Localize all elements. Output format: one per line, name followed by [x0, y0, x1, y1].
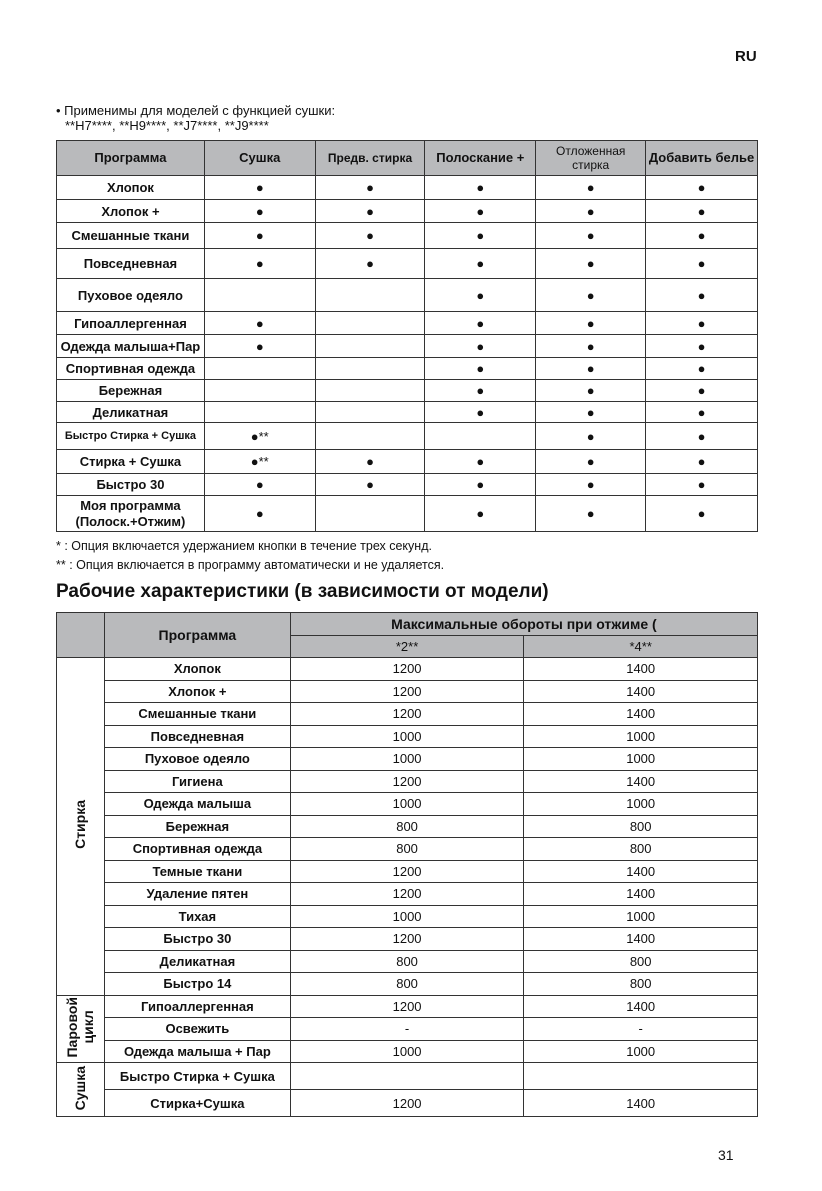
- spin-value: 1200: [290, 1090, 524, 1117]
- page-number: 31: [718, 1147, 734, 1163]
- option-cell: [315, 312, 425, 335]
- option-cell: [315, 358, 425, 380]
- table-row: [57, 1063, 758, 1090]
- table-row: [57, 402, 758, 423]
- spin-value: 800: [290, 815, 524, 838]
- program-name: Гипоаллергенная: [57, 312, 205, 335]
- program-name: Спортивная одежда: [104, 838, 290, 861]
- program-name: Стирка + Сушка: [57, 450, 205, 474]
- col-model-2: *2**: [290, 635, 524, 658]
- program-name: Пуховое одеяло: [57, 279, 205, 312]
- option-cell: ●: [425, 312, 536, 335]
- table-row: [57, 176, 758, 200]
- spin-value: 1400: [524, 995, 758, 1018]
- program-name: Хлопок +: [104, 680, 290, 703]
- option-cell: ●: [536, 474, 646, 496]
- spin-value: 1000: [290, 1040, 524, 1063]
- spin-value: 1000: [524, 793, 758, 816]
- program-name: Быстро Стирка + Сушка: [57, 423, 205, 450]
- option-cell: ●: [536, 312, 646, 335]
- spin-value: -: [290, 1018, 524, 1041]
- option-cell: [204, 402, 315, 423]
- group-label: Сушка: [72, 1065, 89, 1111]
- option-cell: ●: [646, 423, 758, 450]
- note-line-1: • Применимы для моделей с функцией сушки:: [56, 103, 336, 118]
- option-cell: [315, 380, 425, 402]
- spin-value: 1400: [524, 680, 758, 703]
- footnote-1: * : Опция включается удержанием кнопки в течение трех секунд.: [56, 539, 432, 553]
- option-cell: ●: [315, 176, 425, 200]
- col-add-laundry: Добавить белье: [646, 141, 758, 176]
- spin-value: 800: [524, 838, 758, 861]
- option-cell: ●: [315, 223, 425, 249]
- table-row: [57, 223, 758, 249]
- spin-value: 800: [524, 950, 758, 973]
- option-cell: ●: [646, 496, 758, 532]
- table-row: [57, 249, 758, 279]
- program-name: Пуховое одеяло: [104, 748, 290, 771]
- program-name: Повседневная: [57, 249, 205, 279]
- spin-value: 1400: [524, 703, 758, 726]
- col-model-4: *4**: [524, 635, 758, 658]
- spin-speed-table: [56, 612, 758, 1117]
- spin-value: 1400: [524, 883, 758, 906]
- footnote-2: ** : Опция включается в программу автоматически и не удаляется.: [56, 558, 445, 572]
- option-cell: ●: [425, 402, 536, 423]
- program-name: Хлопок: [57, 176, 205, 200]
- option-cell: [204, 380, 315, 402]
- spin-value: 1000: [290, 793, 524, 816]
- table-row: [57, 279, 758, 312]
- spin-value: 1000: [524, 905, 758, 928]
- option-cell: ●: [425, 249, 536, 279]
- col-drying: Сушка: [204, 141, 315, 176]
- program-name: Бережная: [57, 380, 205, 402]
- table-row: [57, 928, 758, 951]
- option-cell: ●: [646, 380, 758, 402]
- option-cell: ●: [204, 474, 315, 496]
- spin-value: 1000: [290, 748, 524, 771]
- program-name: Одежда малыша: [104, 793, 290, 816]
- table-row: [57, 748, 758, 771]
- spin-value: 800: [290, 973, 524, 996]
- col-program: Программа: [104, 613, 290, 658]
- spin-value: 1400: [524, 860, 758, 883]
- option-cell: ●**: [204, 450, 315, 474]
- table-row: [57, 815, 758, 838]
- spin-value: 1200: [290, 883, 524, 906]
- option-cell: ●: [536, 380, 646, 402]
- option-cell: ●: [425, 358, 536, 380]
- spin-value: [290, 1063, 524, 1090]
- program-name: Одежда малыша + Пар: [104, 1040, 290, 1063]
- table-row: [57, 658, 758, 681]
- option-cell: ●: [536, 176, 646, 200]
- option-cell: [315, 423, 425, 450]
- table-row: [57, 1018, 758, 1041]
- option-cell: ●: [425, 200, 536, 223]
- spin-value: 1200: [290, 703, 524, 726]
- option-cell: [315, 335, 425, 358]
- option-cell: ●: [536, 450, 646, 474]
- option-cell: [204, 279, 315, 312]
- group-label: Паровой цикл: [64, 996, 97, 1058]
- option-cell: ●: [646, 200, 758, 223]
- table-row: [57, 793, 758, 816]
- option-cell: ●: [536, 249, 646, 279]
- table-row: [57, 973, 758, 996]
- program-name: Одежда малыша+Пар: [57, 335, 205, 358]
- program-name: Быстро Стирка + Сушка: [104, 1063, 290, 1090]
- option-cell: ●: [646, 450, 758, 474]
- option-cell: ●: [536, 358, 646, 380]
- program-name: Быстро 14: [104, 973, 290, 996]
- group-label-cell: [57, 658, 105, 996]
- group-label-cell: [57, 1063, 105, 1117]
- options-table-header: [57, 141, 758, 176]
- option-cell: ●: [536, 335, 646, 358]
- section-title: Рабочие характеристики (в зависимости от модели): [56, 581, 549, 602]
- option-cell: ●: [204, 223, 315, 249]
- applicability-note: [56, 103, 335, 133]
- col-prewash: Предв. стирка: [315, 141, 425, 176]
- option-cell: ●: [204, 249, 315, 279]
- col-rinse-plus: Полоскание +: [425, 141, 536, 176]
- program-name: Освежить: [104, 1018, 290, 1041]
- spin-value: 800: [290, 838, 524, 861]
- col-program: Программа: [57, 141, 205, 176]
- option-cell: ●: [536, 496, 646, 532]
- program-name: Хлопок: [104, 658, 290, 681]
- option-cell: ●: [646, 279, 758, 312]
- program-name: Моя программа (Полоск.+Отжим): [57, 496, 205, 532]
- table-row: [57, 703, 758, 726]
- table-row: [57, 905, 758, 928]
- spin-value: 1200: [290, 680, 524, 703]
- option-cell: ●: [536, 223, 646, 249]
- col-delay: Отложенная стирка: [536, 141, 646, 176]
- spin-value: 1200: [290, 928, 524, 951]
- program-name: Бережная: [104, 815, 290, 838]
- option-cell: ●: [315, 474, 425, 496]
- program-name: Быстро 30: [57, 474, 205, 496]
- table-row: [57, 312, 758, 335]
- table-row: [57, 770, 758, 793]
- table-row: [57, 725, 758, 748]
- spin-value: 1200: [290, 860, 524, 883]
- table-row: [57, 450, 758, 474]
- note-line-2: **H7****, **H9****, **J7****, **J9****: [65, 118, 269, 133]
- table-row: [57, 474, 758, 496]
- spin-value: 800: [290, 950, 524, 973]
- spin-value: 1000: [524, 748, 758, 771]
- option-cell: ●: [425, 380, 536, 402]
- program-name: Гигиена: [104, 770, 290, 793]
- option-cell: ●: [646, 474, 758, 496]
- table-row: [57, 950, 758, 973]
- table-row: [57, 423, 758, 450]
- option-cell: ●: [315, 249, 425, 279]
- option-cell: ●: [646, 176, 758, 200]
- option-cell: ●: [646, 335, 758, 358]
- table-row: [57, 680, 758, 703]
- option-cell: ●: [425, 496, 536, 532]
- option-cell: [315, 402, 425, 423]
- option-cell: ●: [425, 335, 536, 358]
- spin-value: -: [524, 1018, 758, 1041]
- table-row: [57, 838, 758, 861]
- spin-value: 1400: [524, 770, 758, 793]
- spin-value: 1200: [290, 658, 524, 681]
- program-name: Тихая: [104, 905, 290, 928]
- option-cell: ●: [536, 200, 646, 223]
- table-row: [57, 200, 758, 223]
- program-name: Удаление пятен: [104, 883, 290, 906]
- program-name: Деликатная: [57, 402, 205, 423]
- program-name: Смешанные ткани: [104, 703, 290, 726]
- program-name: Темные ткани: [104, 860, 290, 883]
- table-row: [57, 883, 758, 906]
- spin-value: 1400: [524, 928, 758, 951]
- option-cell: ●: [204, 312, 315, 335]
- options-table: [56, 140, 758, 532]
- spin-value: 1200: [290, 995, 524, 1018]
- language-label: RU: [735, 48, 757, 65]
- spin-value: 1200: [290, 770, 524, 793]
- option-cell: [315, 279, 425, 312]
- option-cell: ●: [536, 423, 646, 450]
- option-cell: ●: [646, 223, 758, 249]
- program-name: Гипоаллергенная: [104, 995, 290, 1018]
- option-cell: ●: [536, 402, 646, 423]
- program-name: Стирка+Сушка: [104, 1090, 290, 1117]
- program-name: Быстро 30: [104, 928, 290, 951]
- table-row: [57, 380, 758, 402]
- option-cell: ●: [425, 279, 536, 312]
- option-cell: ●: [204, 176, 315, 200]
- option-cell: ●: [315, 450, 425, 474]
- table-row: [57, 1040, 758, 1063]
- option-cell: ●: [536, 279, 646, 312]
- option-cell: ●: [204, 200, 315, 223]
- option-cell: ●: [646, 312, 758, 335]
- option-cell: ●: [204, 335, 315, 358]
- program-name: Повседневная: [104, 725, 290, 748]
- option-cell: ●: [315, 200, 425, 223]
- table-row: [57, 995, 758, 1018]
- option-cell: [204, 358, 315, 380]
- spin-value: 1000: [290, 905, 524, 928]
- col-max-spin: Максимальные обороты при отжиме (: [290, 613, 757, 636]
- option-cell: ●: [425, 176, 536, 200]
- table-row: [57, 496, 758, 532]
- option-cell: ●: [425, 450, 536, 474]
- option-cell: [425, 423, 536, 450]
- spin-value: 1400: [524, 1090, 758, 1117]
- option-cell: ●: [646, 249, 758, 279]
- spin-value: 1400: [524, 658, 758, 681]
- program-name: Спортивная одежда: [57, 358, 205, 380]
- group-label-cell: [57, 995, 105, 1063]
- program-name: Смешанные ткани: [57, 223, 205, 249]
- table-row: [57, 860, 758, 883]
- program-name: Деликатная: [104, 950, 290, 973]
- spin-value: 800: [524, 815, 758, 838]
- group-label: Стирка: [72, 800, 89, 850]
- option-cell: ●: [425, 223, 536, 249]
- option-cell: ●: [646, 402, 758, 423]
- program-name: Хлопок +: [57, 200, 205, 223]
- option-cell: ●**: [204, 423, 315, 450]
- spin-value: 800: [524, 973, 758, 996]
- spin-value: 1000: [290, 725, 524, 748]
- group-header-cell: [57, 613, 105, 658]
- option-cell: ●: [646, 358, 758, 380]
- spin-value: [524, 1063, 758, 1090]
- option-cell: ●: [425, 474, 536, 496]
- table-row: [57, 1090, 758, 1117]
- table-row: [57, 358, 758, 380]
- option-cell: ●: [204, 496, 315, 532]
- table-row: [57, 335, 758, 358]
- spin-value: 1000: [524, 725, 758, 748]
- option-cell: [315, 496, 425, 532]
- spin-value: 1000: [524, 1040, 758, 1063]
